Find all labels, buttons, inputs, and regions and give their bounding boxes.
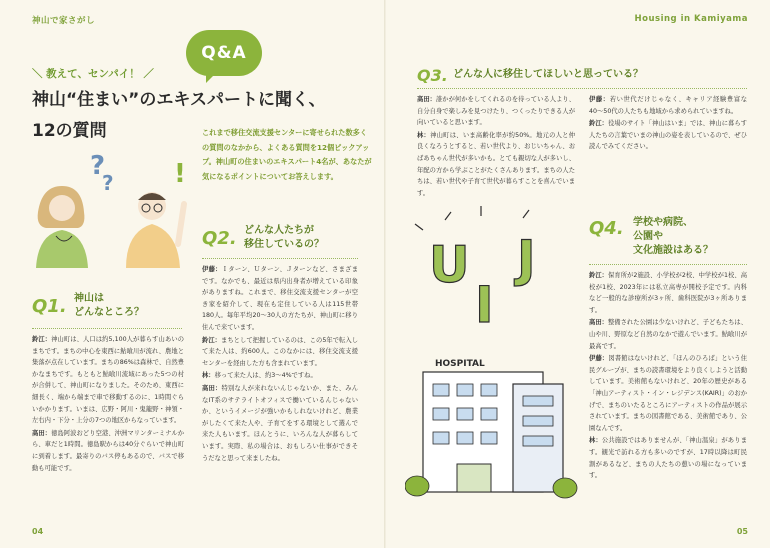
uij-letter-u: U xyxy=(429,236,470,294)
q1-rule xyxy=(32,328,182,329)
q4-label: Q4. xyxy=(589,218,624,239)
uij-letter-i: I xyxy=(475,276,494,334)
q4-answer xyxy=(589,270,747,483)
answer-paragraph: 高田：徳島阿波おどり空港、沖洲マリンターミナルから、車だと1時間。徳島駅からは40分ぐらいで神山町に到着します。最寄りのバス停もあるので、バスで移動も可能です。 xyxy=(32,429,184,472)
q1-question: 神山は どんなところ？ xyxy=(74,293,144,318)
q3-rule xyxy=(417,88,747,89)
page-title: 神山“住まい”のエキスパートに聞く、 xyxy=(32,90,326,110)
q2-question: どんな人たちが 移住しているの？ xyxy=(244,225,324,250)
q2-label: Q2. xyxy=(202,228,237,249)
q2-rule xyxy=(202,258,358,259)
q3-label: Q3. xyxy=(417,66,448,85)
q3-answer-col2 xyxy=(589,94,747,154)
svg-text:!: ! xyxy=(174,159,186,189)
q3-question: どんな人に移住してほしいと思っている？ xyxy=(453,69,643,80)
running-head: Housing in Kamiyama xyxy=(634,14,748,24)
q1-label: Q1. xyxy=(32,296,67,317)
answer-paragraph: 伊藤：図書館はないけれど、「ほんのひろば」という住民グループが、まちの読書環境をより良くしようと活動しています。美術館もないけれど、20年の歴史がある「神山アーティスト・イン・レジデンス(KAIR)」のおかげで、まちのいたるところにアーティストの作品が展示されています。まちの図書館である、美術館であり、公園なんです。 xyxy=(589,355,747,432)
q2-answer xyxy=(202,264,358,465)
answer-paragraph: 高田：誰かが何かをしてくれるのを待っている人より、自分自身で楽しみを見つけたり、つくったりできる人が向いていると思います。 xyxy=(417,96,576,127)
svg-text:?: ? xyxy=(102,171,114,195)
page-title-sub: 12の質問 xyxy=(32,121,107,141)
answer-paragraph: 鈴江：保育所が2施設、小学校が2校、中学校が1校、高校が1校、2023年には私立高専が開校予定です。内科など一般的な診療所が3ヶ所、歯科医院が3ヶ所あります。 xyxy=(589,272,747,314)
right-page xyxy=(385,0,770,548)
svg-text:?: ? xyxy=(90,151,106,181)
answer-paragraph: 高田：特別な人が来れないんじゃないか、また、みんなIT系のサテライトオフィスで働いているんじゃないか、というイメージが強いかもしれないけれど、農業がしたくて来た人や、子育てをする環境として選んで来た人もいます。ほんとうに、いろんな人が暮らしています。実際、私の場合は、おもしろい仕事ができそうだなと思って来ましたね。 xyxy=(202,384,359,462)
q3-answer-col1 xyxy=(417,94,575,200)
people-illustration xyxy=(28,148,200,268)
uij-letter-j: J xyxy=(517,230,536,288)
page-number: 04 xyxy=(32,527,44,536)
q4-question: 学校や病院、 公園や 文化施設はある？ xyxy=(633,217,713,256)
answer-paragraph: 伊藤：Ｉターン、Ｕターン、Ｊターンなど、さまざまです。なかでも、最近は県内出身者が増えている印象がありますね。これまで、移住交流支援センターが空き家を紹介して、現在も定住している人は115世帯180人。毎年平均20〜30人の方たちが、神山町に移り住んで来ています。 xyxy=(202,266,359,331)
page-number: 05 xyxy=(736,527,748,536)
answer-paragraph: 林：神山町は、いま高齢化率が約50%。地元の人と仲良くなろうとすると、若い世代より、おじいちゃん、おばあちゃん世代が多いかも。とても親切な人が多いし、年配の方から学ぶことがたくさんあります。まちの人たちは、若い世代や子育て世代が暮らすことを喜んでいます。 xyxy=(417,131,575,197)
answer-paragraph: 高田：整備された公園は少ないけれど、子どもたちは、山や川、野原など自然のなかで遊んでいます。鮎喰川が最高です。 xyxy=(589,319,748,350)
running-head: 神山で家さがし xyxy=(32,16,96,26)
answer-paragraph: 伊藤：若い世代だけじゃなく、キャリア経験豊富な40〜50代の人たちも地域から求められていますね。 xyxy=(589,96,748,115)
kicker: ＼ 教えて、センパイ！ ／ xyxy=(32,68,154,80)
hospital-sign: HOSPITAL xyxy=(435,359,485,369)
answer-paragraph: 鈴江：神山町は、人口は約5,100人が暮らす山あいのまちです。まちの中心を東西に鮎喰川が流れ、農地と集落が点在しています。まちの86%は森林で、自然豊かなまちです。もともと鮎喰川流域にあった5つの村が合併して、神山町になりました。そのため、東西に細長く、端から端まで車で移動するのに、1時間ぐらいかかります。いまは、広野・阿川・鬼籠野・神領・左右内・下分・上分の7つの地区からなっています。 xyxy=(32,336,184,425)
lead-paragraph: これまで移住交流支援センターに寄せられた数多くの質問のなかから、よくある質問を12個ピックアップ。神山町の住まいのエキスパート4名が、あなたが気になるポイントについてお答えします。 xyxy=(202,128,372,181)
answer-paragraph: 鈴江：役場のサイト「神山はいま」では、神山に暮らす人たちの言葉でいまの神山の姿を表しているので、ぜひ読んでみてください。 xyxy=(589,120,748,151)
q4-rule xyxy=(589,264,747,265)
answer-paragraph: 林：移って来た人は、約3〜4%ですね。 xyxy=(202,372,317,380)
qa-badge: Q&A xyxy=(186,30,262,76)
uij-hospital-illustration xyxy=(405,204,581,504)
q1-answer xyxy=(32,334,184,475)
answer-paragraph: 鈴江：まちとして把握しているのは、この5年で転入して来た人は、約600人。このなかには、移住交流支援センターを経由した方も含まれています。 xyxy=(202,336,358,367)
answer-paragraph: 林：公共施設ではありませんが、「神山温泉」があります。観光で訪れる方も多いのですが、17時以降は町民割があるなど、まちの人たちの憩いの場になっています。 xyxy=(589,437,747,480)
